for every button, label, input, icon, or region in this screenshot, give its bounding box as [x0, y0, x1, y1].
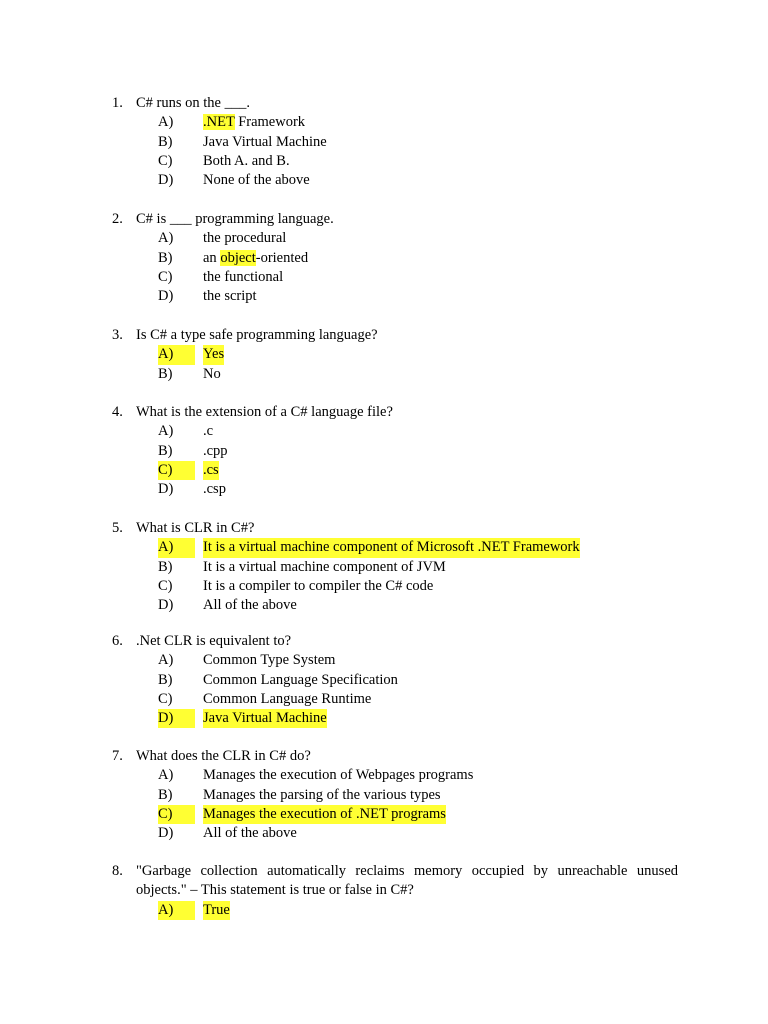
option-text-start: It is a virtual machine component of JVM	[203, 558, 446, 575]
option-d	[112, 480, 678, 499]
option-a	[112, 766, 678, 785]
question-number: 7.	[112, 748, 123, 764]
question-stem	[112, 94, 678, 113]
option-b	[112, 249, 678, 268]
option-c	[112, 268, 678, 287]
option-label: C)	[158, 690, 173, 707]
option-d	[112, 287, 678, 306]
option-text	[203, 113, 305, 132]
option-label: C)	[158, 268, 173, 285]
option-label: A)	[158, 538, 195, 557]
option-label: D)	[158, 709, 195, 728]
question-3	[112, 326, 678, 384]
option-label: A)	[158, 901, 195, 920]
option-label: C)	[158, 577, 173, 594]
option-text-start: All of the above	[203, 825, 297, 842]
option-text	[203, 824, 297, 843]
option-label: A)	[158, 230, 174, 247]
option-text-start: Manages the execution of Webpages programs	[203, 767, 474, 784]
option-label: C)	[158, 461, 195, 480]
question-8	[112, 862, 678, 920]
option-text	[203, 461, 219, 480]
question-stem	[112, 403, 678, 422]
option-label: A)	[158, 345, 195, 364]
option-d	[112, 596, 678, 615]
option-text	[203, 442, 228, 461]
option-label: A)	[158, 423, 174, 440]
option-text	[203, 596, 297, 615]
option-text-end: -oriented	[255, 249, 309, 266]
option-text-start: Common Type System	[203, 652, 336, 669]
option-c	[112, 461, 678, 480]
question-text: Is C# a type safe programming language?	[136, 327, 378, 343]
option-text-start: Manages the execution of .NET programs	[203, 805, 446, 822]
option-text	[203, 538, 580, 557]
option-a	[112, 229, 678, 248]
question-text: What is the extension of a C# language file?	[136, 404, 393, 420]
option-c	[112, 690, 678, 709]
option-text	[203, 577, 433, 596]
option-text-start: It is a compiler to compiler the C# code	[203, 577, 434, 594]
question-text: "Garbage collection automatically reclaims memory occupied by unreachable unused objects." – This statement is true or false in C#?	[136, 863, 678, 899]
option-a	[112, 422, 678, 441]
option-text	[203, 766, 473, 785]
question-number: 1.	[112, 95, 123, 111]
option-label: B)	[158, 786, 173, 803]
option-label: B)	[158, 671, 173, 688]
option-text-start: .cs	[203, 461, 219, 478]
option-text-start: .csp	[203, 481, 226, 498]
option-text-start: the procedural	[203, 230, 287, 247]
option-label: C)	[158, 805, 195, 824]
option-text	[203, 805, 446, 824]
option-text-start: All of the above	[203, 597, 297, 614]
option-c	[112, 152, 678, 171]
question-1	[112, 94, 678, 190]
option-text	[203, 671, 398, 690]
option-a	[112, 113, 678, 132]
option-b	[112, 671, 678, 690]
option-label: A)	[158, 767, 174, 784]
option-text	[203, 690, 371, 709]
option-text-start: No	[203, 365, 221, 382]
option-label: B)	[158, 365, 173, 382]
question-stem	[112, 210, 678, 229]
option-b	[112, 442, 678, 461]
option-text-start: True	[203, 901, 230, 918]
question-number: 2.	[112, 211, 123, 227]
option-label: D)	[158, 172, 174, 189]
option-label: A)	[158, 114, 174, 131]
option-text	[203, 229, 286, 248]
option-a	[112, 651, 678, 670]
option-text	[203, 268, 283, 287]
option-label: D)	[158, 481, 174, 498]
option-text-start: Java Virtual Machine	[203, 133, 327, 150]
question-2	[112, 210, 678, 306]
option-text-start: Yes	[203, 346, 225, 363]
option-text	[203, 345, 224, 364]
question-number: 3.	[112, 327, 123, 343]
option-text-start: Java Virtual Machine	[203, 710, 327, 727]
question-number: 4.	[112, 404, 123, 420]
option-b	[112, 558, 678, 577]
highlighted-term: object	[220, 249, 256, 266]
option-text	[203, 287, 257, 306]
option-a	[112, 345, 678, 364]
option-text-start: .c	[203, 423, 214, 440]
question-stem	[112, 632, 678, 651]
question-text: What is CLR in C#?	[136, 520, 255, 536]
option-text	[203, 152, 290, 171]
option-text-start: Manages the parsing of the various types	[203, 786, 441, 803]
question-7	[112, 747, 678, 843]
question-text: .Net CLR is equivalent to?	[136, 633, 292, 649]
highlighted-term: .NET	[203, 114, 235, 131]
option-a	[112, 901, 678, 920]
option-text-start: the functional	[203, 268, 284, 285]
option-d	[112, 171, 678, 190]
option-text-start: It is a virtual machine component of Microsoft .NET Framework	[203, 539, 580, 556]
option-text-start: .cpp	[203, 442, 228, 459]
option-text-start: the script	[203, 288, 257, 305]
option-text-start: an	[203, 249, 221, 266]
option-text	[203, 651, 335, 670]
option-text	[203, 365, 221, 384]
question-stem	[112, 862, 678, 901]
option-c	[112, 577, 678, 596]
option-text	[203, 249, 308, 268]
option-label: B)	[158, 133, 173, 150]
option-text	[203, 480, 226, 499]
option-label: D)	[158, 825, 174, 842]
option-b	[112, 365, 678, 384]
option-text	[203, 786, 441, 805]
question-4	[112, 403, 678, 499]
question-stem	[112, 519, 678, 538]
question-text: C# runs on the ___.	[136, 95, 250, 111]
option-label: B)	[158, 249, 173, 266]
question-stem	[112, 747, 678, 766]
option-d	[112, 709, 678, 728]
option-label: B)	[158, 442, 173, 459]
option-label: D)	[158, 597, 174, 614]
option-text	[203, 422, 213, 441]
question-number: 6.	[112, 633, 123, 649]
question-text: What does the CLR in C# do?	[136, 748, 311, 764]
option-label: D)	[158, 288, 174, 305]
option-d	[112, 824, 678, 843]
question-5	[112, 519, 678, 615]
option-c	[112, 805, 678, 824]
option-text-start: Common Language Specification	[203, 671, 398, 688]
option-text-start: None of the above	[203, 172, 310, 189]
question-text: C# is ___ programming language.	[136, 211, 334, 227]
option-b	[112, 133, 678, 152]
option-text	[203, 709, 327, 728]
question-number: 8.	[112, 863, 123, 879]
option-a	[112, 538, 678, 557]
option-text-start: Common Language Runtime	[203, 690, 372, 707]
option-text	[203, 901, 230, 920]
option-label: A)	[158, 652, 174, 669]
question-number: 5.	[112, 520, 123, 536]
option-text-end: Framework	[234, 114, 306, 131]
option-text	[203, 171, 310, 190]
question-6	[112, 632, 678, 728]
option-text	[203, 558, 446, 577]
option-b	[112, 786, 678, 805]
option-text-start: Both A. and B.	[203, 152, 290, 169]
option-label: C)	[158, 152, 173, 169]
question-stem	[112, 326, 678, 345]
option-text	[203, 133, 327, 152]
option-label: B)	[158, 558, 173, 575]
